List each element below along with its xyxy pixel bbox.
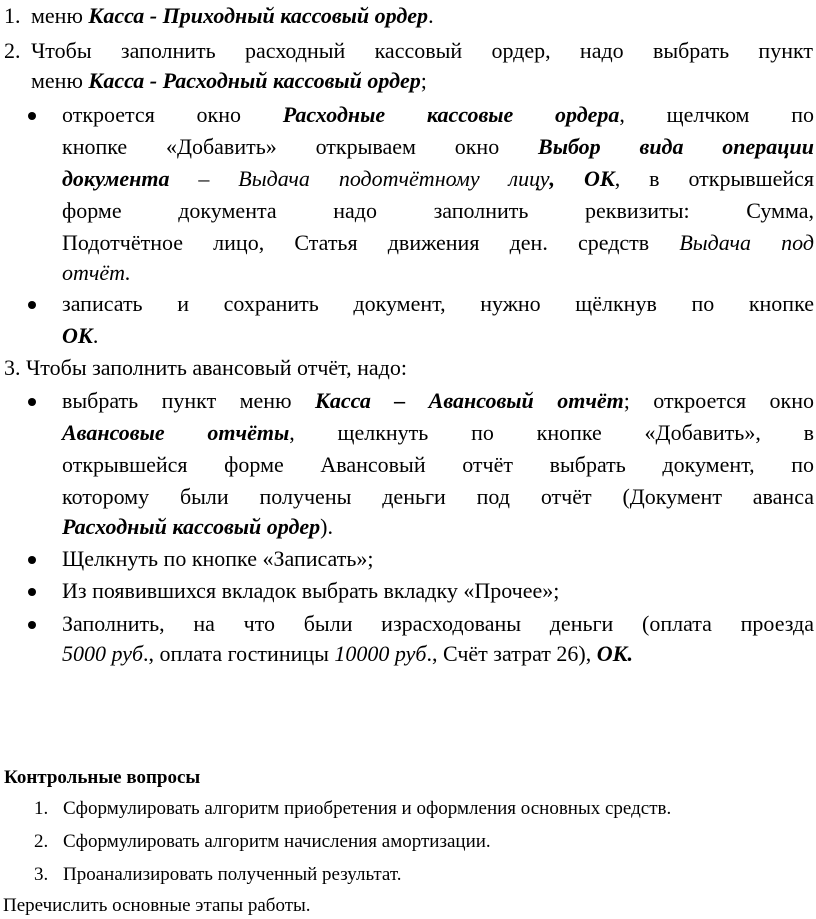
bullet-3-line-3: открывшейся форме Авансовый отчёт выбрать документ, по (62, 452, 814, 477)
amount: 10000 руб (334, 641, 427, 666)
text: Чтобы заполнить авансовый отчёт, надо: (26, 355, 407, 380)
ok-label: ОК (62, 323, 93, 348)
bullet-icon (28, 588, 36, 596)
amount: 5000 руб (62, 641, 144, 666)
window-name: Выбор вида операции (538, 134, 814, 159)
text: , щелчком по (619, 102, 814, 127)
question-item: Проанализировать полученный результат. (63, 864, 402, 885)
text: выбрать пункт меню (62, 388, 315, 413)
window-name: Авансовые отчёты (62, 420, 290, 445)
bullet-icon (28, 301, 36, 309)
question-number: 1. (34, 798, 49, 819)
list-item-1 (31, 0, 434, 32)
bullet-5: Из появившихся вкладок выбрать вкладку «Прочее»; (62, 578, 560, 603)
footer-text: Перечислить основные этапы работы. (3, 895, 311, 916)
text: Подотчётное лицо, Статья движения ден. средств (62, 230, 680, 255)
question-number: 2. (34, 831, 49, 852)
document-name: Расходный кассовый ордер (62, 514, 321, 539)
text: ., Счёт затрат 26), (426, 641, 597, 666)
list-number-2: 2. (4, 38, 21, 63)
text: откроется окно (62, 102, 283, 127)
question-item: Сформулировать алгоритм начисления амортизации. (63, 831, 491, 852)
list-item-2-line-2 (31, 65, 427, 97)
bullet-3-line-1 (62, 385, 814, 417)
window-name: документа (62, 166, 170, 191)
bullet-icon (28, 398, 36, 406)
ok-label: ОК. (596, 641, 634, 666)
questions-heading: Контрольные вопросы (4, 767, 201, 788)
bullet-icon (28, 621, 36, 629)
bullet-1-line-3 (62, 163, 814, 195)
bullet-3-line-5 (62, 511, 333, 543)
operation-name: – Выдача подотчётному лицу (169, 166, 550, 191)
field-value: Выдача под (679, 230, 814, 255)
bullet-1-line-2 (62, 131, 814, 163)
bullet-1-line-4: форме документа надо заполнить реквизиты: Сумма, (62, 198, 814, 223)
bullet-3-line-4: которому были получены деньги под отчёт (Документ аванса (62, 484, 814, 509)
bullet-2-line-2 (62, 320, 98, 352)
bullet-1-line-6: отчёт. (62, 260, 131, 285)
menu-path: Касса - Приходный кассовый ордер (88, 3, 429, 28)
bullet-icon (28, 556, 36, 564)
list-item-2-line-1: Чтобы заполнить расходный кассовый ордер, надо выбрать пункт (31, 38, 813, 63)
bullet-3-line-2 (62, 417, 814, 449)
bullet-4: Щелкнуть по кнопке «Записать»; (62, 546, 374, 571)
text: . (92, 323, 99, 348)
text: ; откроется окно (623, 388, 814, 413)
window-name: Расходные кассовые ордера (282, 102, 620, 127)
text: , щелкнуть по кнопке «Добавить», в (289, 420, 814, 445)
ok-label: , ОК (549, 166, 615, 191)
list-item-3 (4, 352, 407, 384)
text: кнопке «Добавить» открываем окно (62, 134, 539, 159)
text: ., оплата гостиницы (143, 641, 335, 666)
text: ; (420, 68, 427, 93)
bullet-icon (28, 112, 36, 120)
bullet-6-line-1: Заполнить, на что были израсходованы деньги (оплата проезда (62, 611, 814, 636)
text: . (428, 3, 434, 28)
bullet-1-line-1 (62, 99, 814, 131)
list-number-3: 3. (4, 355, 21, 380)
list-number-1: 1. (4, 3, 21, 28)
question-item: Сформулировать алгоритм приобретения и оформления основных средств. (63, 798, 672, 819)
bullet-2-line-1: записать и сохранить документ, нужно щёлкнув по кнопке (62, 291, 814, 316)
menu-path: Касса – Авансовый отчёт (314, 388, 624, 413)
bullet-1-line-5 (62, 227, 814, 259)
text: ). (320, 514, 333, 539)
bullet-6-line-2 (62, 638, 633, 670)
question-number: 3. (34, 864, 49, 885)
menu-path: Касса - Расходный кассовый ордер (88, 68, 421, 93)
text: , в открывшейся (614, 166, 814, 191)
text: меню (31, 3, 89, 28)
text: меню (31, 68, 89, 93)
